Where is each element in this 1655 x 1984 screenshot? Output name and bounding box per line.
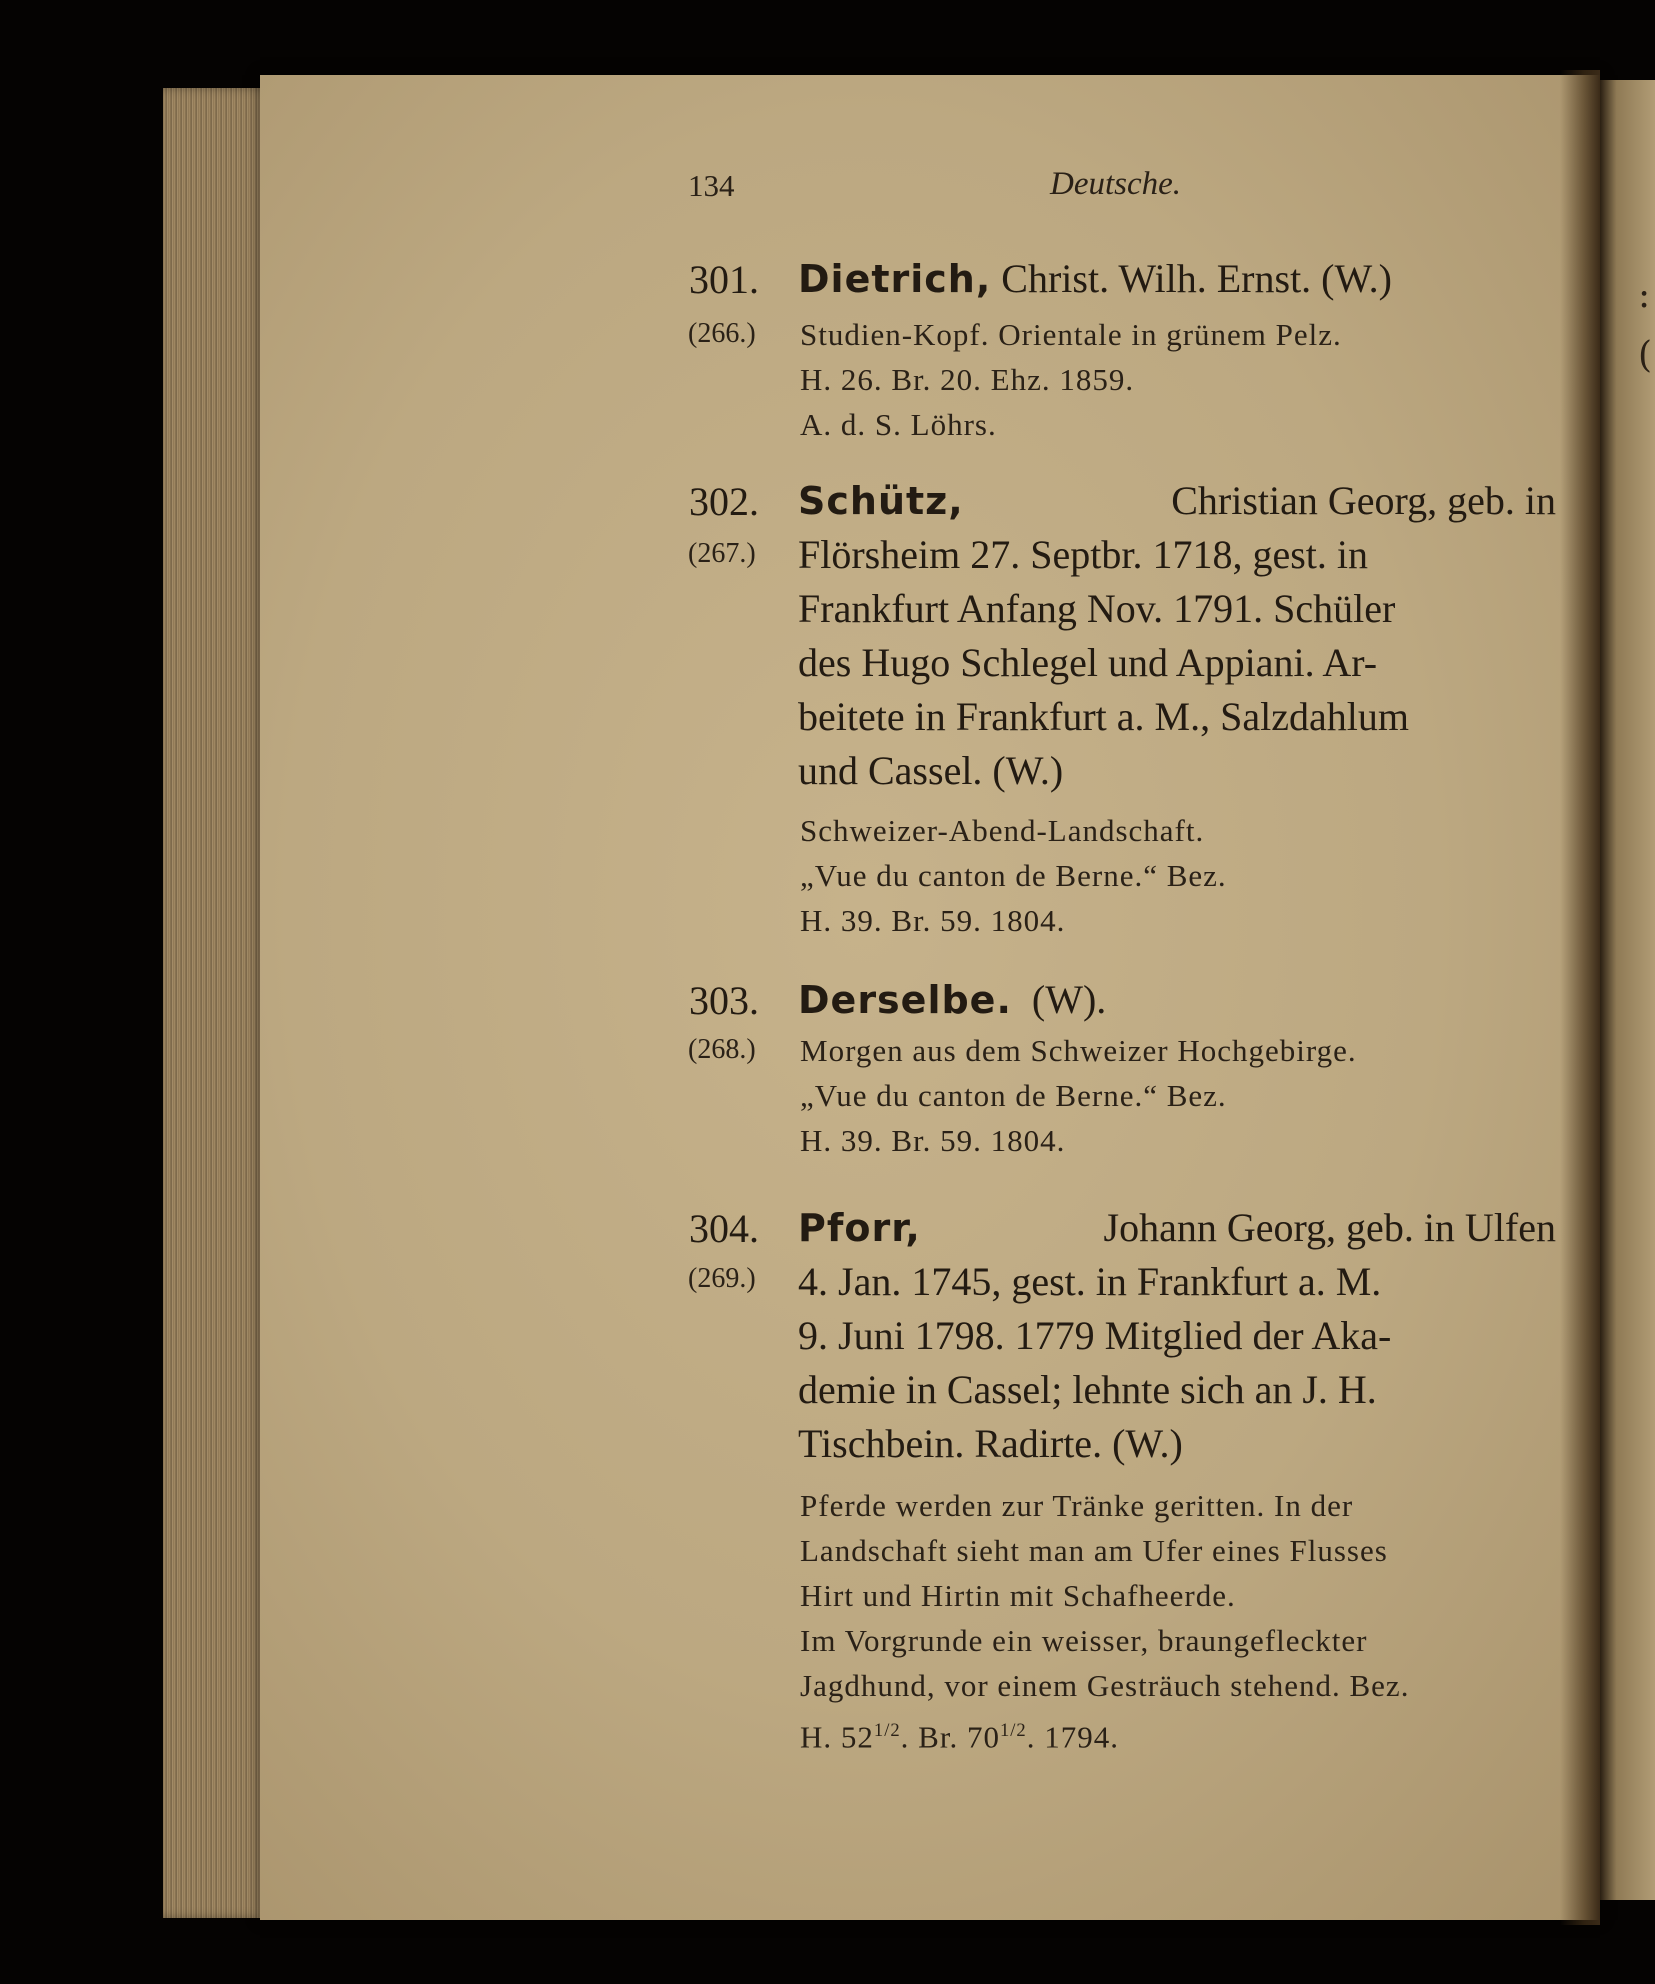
artist-bio bbox=[798, 1201, 1556, 1471]
bio-line: Christian Georg, geb. in bbox=[1171, 478, 1556, 523]
entry-old-number: (268.) bbox=[688, 1034, 756, 1065]
description-line: Jagdhund, vor einem Gesträuch stehend. Bez. bbox=[800, 1668, 1410, 1703]
description-line: A. d. S. Löhrs. bbox=[800, 407, 997, 442]
artist-bio bbox=[798, 474, 1556, 798]
entry-heading bbox=[798, 973, 1106, 1027]
description-line: Studien-Kopf. Orientale in grünem Pelz. bbox=[800, 317, 1342, 352]
description-line: H. 39. Br. 59. 1804. bbox=[800, 1123, 1066, 1158]
bio-line: des Hugo Schlegel und Appiani. Ar- bbox=[798, 640, 1378, 685]
entry-old-number: (269.) bbox=[688, 1263, 756, 1294]
bio-line: Johann Georg, geb. in Ulfen bbox=[1103, 1205, 1556, 1250]
page-number: 134 bbox=[688, 168, 735, 203]
description-line: Morgen aus dem Schweizer Hochgebirge. bbox=[800, 1033, 1357, 1068]
description-line: „Vue du canton de Berne.“ Bez. bbox=[800, 858, 1227, 893]
description-line: „Vue du canton de Berne.“ Bez. bbox=[800, 1078, 1227, 1113]
book-gutter bbox=[1560, 70, 1600, 1925]
size-line: H. $52^{1/2}$. Br. $70^{1/2}$. 1794. bbox=[800, 1719, 1119, 1755]
artwork-description bbox=[800, 312, 1342, 447]
entry-old-number: (267.) bbox=[688, 538, 756, 569]
entry-number: 301. bbox=[689, 257, 759, 302]
artist-bio: (W). bbox=[1031, 977, 1107, 1022]
artwork-description bbox=[800, 808, 1227, 943]
artist-bio: Christ. Wilh. Ernst. (W.) bbox=[1001, 256, 1392, 301]
artist-name: Pforr, bbox=[798, 1206, 921, 1250]
description-line: Pferde werden zur Tränke geritten. In der bbox=[800, 1488, 1354, 1523]
bio-line: 4. Jan. 1745, gest. in Frankfurt a. M. bbox=[798, 1259, 1382, 1304]
bio-line: Frankfurt Anfang Nov. 1791. Schüler bbox=[798, 586, 1396, 631]
bio-line: Flörsheim 27. Septbr. 1718, gest. in bbox=[798, 532, 1368, 577]
bio-line: beitete in Frankfurt a. M., Salzdahlum bbox=[798, 694, 1409, 739]
description-line: Im Vorgrunde ein weisser, braungefleckter bbox=[800, 1623, 1368, 1658]
bio-line: demie in Cassel; lehnte sich an J. H. bbox=[798, 1367, 1377, 1412]
bio-line: Tischbein. Radirte. (W.) bbox=[798, 1421, 1183, 1466]
entry-old-number: (266.) bbox=[688, 318, 756, 349]
facing-page-edge: : ( bbox=[1600, 80, 1655, 1900]
description-line: Hirt und Hirtin mit Schafheerde. bbox=[800, 1578, 1236, 1613]
artwork-description bbox=[800, 1028, 1357, 1163]
description-line: H. 26. Br. 20. Ehz. 1859. bbox=[800, 362, 1135, 397]
entry-number: 303. bbox=[689, 978, 759, 1023]
entry-number: 302. bbox=[689, 479, 759, 524]
bio-line: 9. Juni 1798. 1779 Mitglied der Aka- bbox=[798, 1313, 1392, 1358]
description-line: Landschaft sieht man am Ufer eines Flusses bbox=[800, 1533, 1388, 1568]
entry-number: 304. bbox=[689, 1206, 759, 1251]
page-title: Deutsche. bbox=[1050, 166, 1182, 202]
description-line: Schweizer-Abend-Landschaft. bbox=[800, 813, 1205, 848]
artist-name: Dietrich, bbox=[798, 257, 992, 301]
artwork-description bbox=[800, 1483, 1409, 1759]
entry-heading bbox=[798, 252, 1392, 306]
artist-name: Derselbe. bbox=[798, 978, 1012, 1022]
bio-line: und Cassel. (W.) bbox=[798, 748, 1064, 793]
description-line: H. 39. Br. 59. 1804. bbox=[800, 903, 1066, 938]
artist-name: Schütz, bbox=[798, 479, 964, 523]
